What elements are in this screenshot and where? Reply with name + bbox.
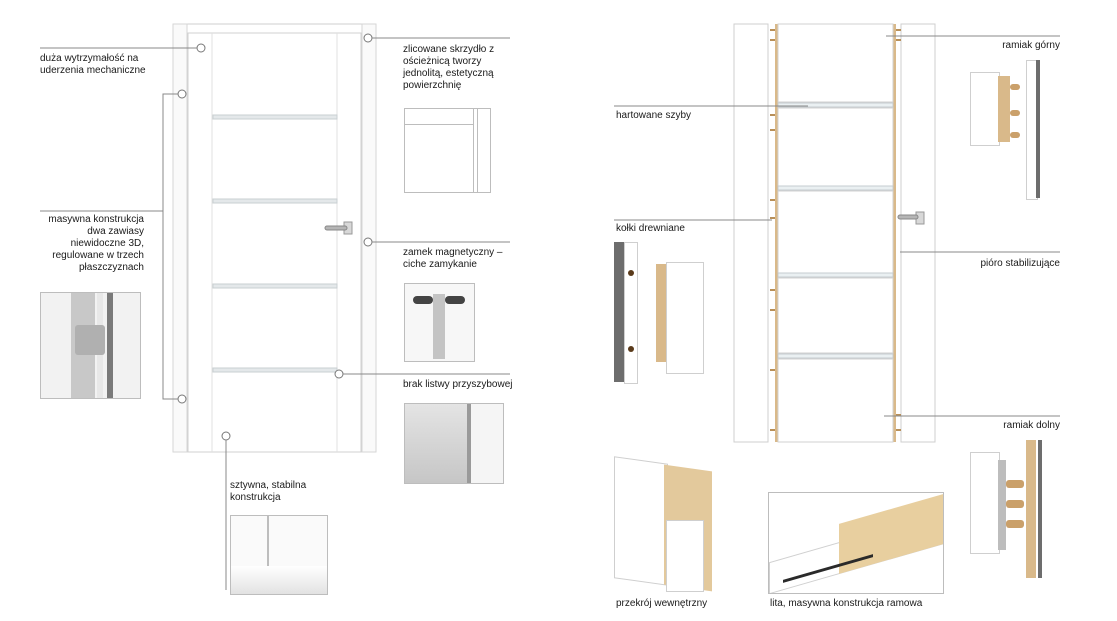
glass xyxy=(778,354,893,358)
no-bead-thumbnail xyxy=(404,403,504,484)
left-stile xyxy=(734,24,768,442)
label-glass: hartowane szyby xyxy=(616,110,692,121)
label-construction: masywna konstrukcja dwa zawiasy niewidoczne 3D, regulowane w trzech płaszczyznach xyxy=(48,214,144,273)
flush-thumbnail xyxy=(404,108,491,193)
label-dowels: kołki drewniane xyxy=(616,223,685,234)
glass-strip xyxy=(213,115,337,119)
glass xyxy=(778,273,893,277)
panel xyxy=(778,108,893,186)
cross-section-detail xyxy=(614,450,714,592)
label-magnetic: zamek magnetyczny – ciche zamykanie xyxy=(403,247,503,270)
glass xyxy=(778,186,893,190)
top-rail-panel xyxy=(778,24,893,102)
glass-strip xyxy=(213,199,337,203)
panel xyxy=(778,278,893,353)
glass-strip xyxy=(213,284,337,288)
label-impact-text: duża wytrzymałość na uderzenia mechaniczne xyxy=(40,53,146,76)
top-rail-detail xyxy=(970,60,1062,200)
label-cross-section: przekrój wewnętrzny xyxy=(616,598,708,609)
label-frame: lita, masywna konstrukcja ramowa xyxy=(770,598,923,609)
frame-detail xyxy=(768,492,944,594)
label-stabilizing: pióro stabilizujące xyxy=(980,258,1060,269)
label-top-rail: ramiak górny xyxy=(1002,40,1060,51)
bottom-rail-panel xyxy=(778,359,893,442)
rigid-thumbnail xyxy=(230,515,328,595)
door-leaf xyxy=(188,33,361,452)
left-jamb xyxy=(173,24,187,452)
lock-thumbnail xyxy=(404,283,475,362)
dowels-detail xyxy=(614,242,706,384)
label-flush: zlicowane skrzydło z ościeżnicą tworzy jednolitą, estetyczną powierzchnię xyxy=(403,44,495,91)
label-impact xyxy=(40,53,160,77)
label-no-bead: brak listwy przyszybowej xyxy=(403,379,513,390)
glass-strip xyxy=(213,368,337,372)
label-bottom-rail: ramiak dolny xyxy=(1003,420,1060,431)
label-rigid: sztywna, stabilna konstrukcja xyxy=(230,480,307,503)
hinge-thumbnail xyxy=(40,292,141,399)
bottom-rail-detail xyxy=(970,440,1062,580)
right-stile xyxy=(901,24,935,442)
panel xyxy=(778,191,893,273)
